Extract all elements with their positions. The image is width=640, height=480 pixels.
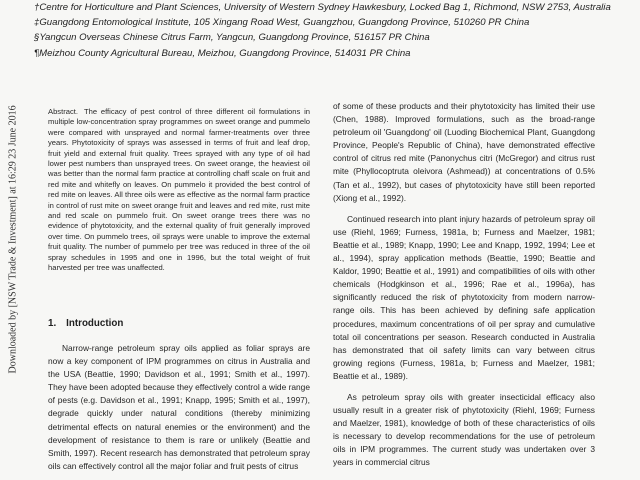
affiliation-3: §Yangcun Overseas Chinese Citrus Farm, Yangcun, Guangdong Province, 516157 PR China	[34, 32, 430, 44]
right-paragraph-2: Continued research into plant injury hazards of petroleum spray oil use (Riehl, 1969; Furness, 1981a, b; Furness and Maelzer, 1981; Beattie et al., 1989; Knapp, 1990; Lee and Knapp, 1992, 1994; Lee et al., 1994), spray application methods (Beattie, 1990; Beattie and Kaldor, 1990; Beattie et al., 1991) and compatibilities of oils with other chemicals (Hodgkinson et al., 1996; Rae et al., 1996a), has significantly reduced the risk of phytotoxicity from modern narrow-range oils. This has been achieved by defining safe application procedures, maximum concentrations of oil per spray and cumulative total oil concentrations per season. Research conducted in Australia has demonstrated that oil safety limits can vary between citrus growing regions (Furness, 1981a, b; Furness and Maelzer, 1981; Beattie et al., 1989).	[333, 213, 595, 381]
abstract-label: Abstract.	[48, 107, 78, 116]
right-column	[333, 100, 595, 470]
affiliation-1: †Centre for Horticulture and Plant Sciences, University of Western Sydney Hawkesbury, Locked Bag 1, Richmond, NSW 2753, Australia	[34, 2, 611, 13]
affiliation-2: ‡Guangdong Entomological Institute, 105 Xingang Road West, Guangzhou, Guangdong Province, 510260 PR China	[34, 17, 530, 29]
section-title: Introduction	[66, 318, 124, 329]
right-paragraph-3: As petroleum spray oils with greater insecticidal efficacy also usually result in a greater risk of phytotoxicity (Riehl, 1969; Furness and Maelzer, 1981), knowledge of both of these characteristics of oils is necessary to develop recommendations for the use of petroleum oils in IPM programmes. The current study was undertaken over 3 years in commercial citrus	[333, 391, 595, 468]
abstract	[48, 107, 310, 274]
download-watermark-text: Downloaded by [NSW Trade & Investment] at 16:29 23 June 2016	[7, 105, 19, 374]
download-watermark	[0, 100, 28, 390]
section-number: 1.	[48, 318, 57, 329]
intro-paragraph-1: Narrow-range petroleum spray oils applied as foliar sprays are now a key component of IPM programmes on citrus in Australia and the USA (Beattie, 1990; Davidson et al., 1991; Smith et al., 1997). They have been adopted because they effectively control a wide range of pests (e.g. Davidson et al., 1991; Knapp, 1995; Smith et al., 1997), degrade quickly under natural conditions (thereby minimizing detrimental effects on natural enemies or the environment) and the development of resistance to them is rare or unlikely (Beattie and Smith, 1997). Recent research has demonstrated that petroleum spray oils can effectively control all the major foliar and fruit pests of citrus	[48, 343, 310, 471]
section-heading	[48, 318, 123, 329]
right-paragraph-1: of some of these products and their phytotoxicity has limited their use (Chen, 1988). Improved formulations, such as the broad-range petroleum oil 'Guangdong' oil (Luoding Biochemical Plant, Guangdong Province, People's Republic of China), have demonstrated effective control of citrus red mite (Panonychus citri (McGregor) and citrus rust mite (Phyllocoptruta oleivora (Ashmead)) at concentrations of 0.5% (Tan et al., 1992), but cases of phytotoxicity have still been reported (Xiong et al., 1992).	[333, 101, 595, 203]
left-column	[48, 342, 310, 473]
abstract-text: The efficacy of pest control of three different oil formulations in multiple low-concentration spray programmes on sweet orange and pummelo were compared with unsprayed and normal farmer-treatments over three years. Phytotoxicity of sprays was assessed in terms of fruit and leaf drop, fruit yield and external fruit quality. Trees sprayed with any type of oil had lower pest numbers than unsprayed trees. On sweet orange, the heaviest oil was better than the normal farm practice at controlling chaff scale on fruit and red mite and whitefly on leaves. On pummelo it provided the best control of red mite on leaves. All three oils were as effective as the normal farm practice in control of rust mite on sweet orange fruit and leaves and red mite, rust mite and red scale on pummelo fruit. On sweet orange trees there was no evidence of phytotoxicity, and the external quality of fruit generally improved over time. On pummelo trees, oil sprays were unable to improve the external fruit quality. The number of pummelo per tree was reduced in three of the oil spray schedules in 1995 and one in 1996, but the total weight of fruit harvested per tree was unaffected.	[48, 107, 310, 273]
affiliations	[34, 0, 614, 61]
affiliation-4: ¶Meizhou County Agricultural Bureau, Meizhou, Guangdong Province, 514031 PR China	[34, 47, 411, 59]
